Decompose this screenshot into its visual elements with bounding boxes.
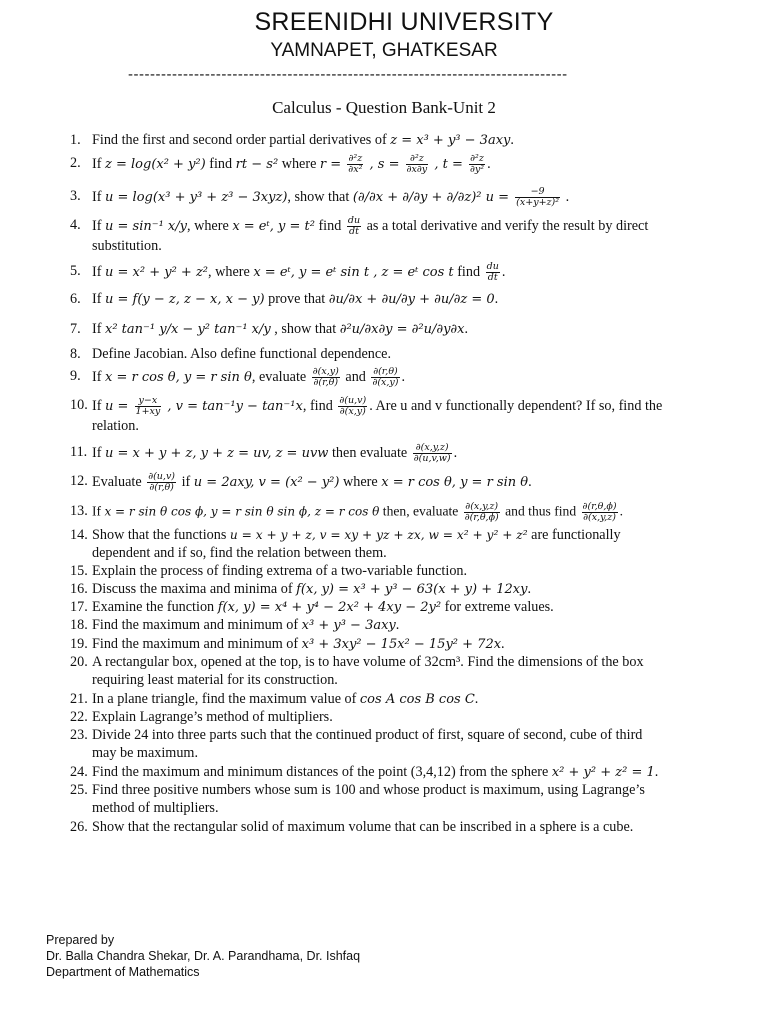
- text-run: requiring least material for its construction.: [92, 672, 338, 688]
- question-text: [92, 131, 732, 150]
- text-run: are functionally: [527, 527, 621, 543]
- text-run: If: [92, 397, 105, 414]
- location-text: YAMNAPET, GHATKESAR: [270, 40, 498, 61]
- question-text: [92, 580, 732, 599]
- footer: [46, 932, 360, 980]
- math-expression: x = r cos θ, y = r sin θ: [381, 474, 529, 490]
- text-run: .: [464, 321, 469, 337]
- question-text: [92, 443, 732, 464]
- fraction: [486, 262, 500, 283]
- math-expression: (∂/∂x + ∂/∂y + ∂/∂z)² u =: [352, 189, 514, 205]
- text-run: , where: [187, 217, 233, 234]
- math-expression: u = x + y + z, v = xy + yz + zx, w = x² + y² + z²: [229, 528, 528, 542]
- math-expression: x² + y² + z² = 1: [551, 765, 655, 780]
- text-run: If: [92, 503, 105, 519]
- fraction-denominator: ∂(x,y): [339, 406, 366, 417]
- question-number: 4.: [70, 217, 81, 233]
- question-text: [92, 526, 732, 562]
- fraction: [371, 367, 399, 388]
- fraction: [413, 443, 452, 464]
- math-expression: f(x, y) = x³ + y³ − 63(x + y) + 12xy: [296, 582, 528, 597]
- question-text: [92, 598, 732, 617]
- fraction-denominator: dt: [487, 272, 498, 283]
- text-run: , where: [208, 263, 254, 280]
- math-expression: x = eᵗ, y = t²: [232, 218, 315, 234]
- question-text: Define Jacobian. Also define functional dependence.: [92, 346, 392, 362]
- fraction-numerator: ∂(x,y): [312, 366, 339, 377]
- fraction-numerator: −9: [515, 187, 560, 198]
- question-number: 10.: [70, 397, 88, 413]
- text-run: , find: [302, 397, 337, 414]
- text-run: . Are u and v functionally dependent? If so, find the: [369, 397, 663, 414]
- question-text: [92, 502, 732, 523]
- question-number: 21.: [70, 691, 88, 707]
- text-run: Examine the function: [92, 599, 218, 615]
- text-run: .: [527, 581, 532, 597]
- text-run: .: [501, 263, 506, 280]
- question-number: 19.: [70, 636, 88, 652]
- math-expression: ∂u/∂x + ∂u/∂y + ∂u/∂z = 0: [328, 292, 495, 307]
- fraction-numerator: du: [347, 215, 361, 226]
- fraction: [347, 216, 361, 237]
- text-run: then evaluate: [328, 444, 411, 461]
- text-run: as a total derivative and verify the result by direct: [363, 217, 649, 234]
- question-text: [92, 781, 732, 817]
- text-run: find: [453, 263, 484, 280]
- math-expression: ∂²u/∂x∂y = ∂²u/∂y∂x: [339, 322, 465, 337]
- fraction-numerator: y−x: [135, 396, 162, 407]
- math-expression: x = eᵗ, y = eᵗ sin t , z = eᵗ cos t: [253, 264, 454, 280]
- text-run: Discuss the maxima and minima of: [92, 581, 297, 597]
- question-number: 6.: [70, 291, 81, 307]
- text-run: method of multipliers.: [92, 800, 219, 816]
- question-text: [92, 154, 732, 175]
- text-run: A rectangular box, opened at the top, is to have volume of 32cm³. Find the dimensions of the box: [92, 654, 644, 670]
- university-name: SREENIDHI UNIVERSITY: [254, 8, 554, 36]
- question-number: 13.: [70, 503, 88, 519]
- question-number: 9.: [70, 368, 81, 384]
- authors-line: Dr. Balla Chandra Shekar, Dr. A. Parandhama, Dr. Ishfaq: [46, 949, 361, 963]
- math-expression: x = r sin θ cos ϕ, y = r sin θ sin ϕ, z = r cos θ: [104, 504, 380, 519]
- question-text: [92, 396, 732, 435]
- question-number: 15.: [70, 563, 88, 579]
- text-run: .: [654, 764, 659, 780]
- text-run: for extreme values.: [441, 599, 554, 615]
- fraction: [464, 502, 500, 523]
- text-run: If: [92, 155, 105, 172]
- text-run: .: [401, 368, 406, 385]
- fraction-numerator: ∂(u,v): [148, 471, 176, 482]
- math-expression: x² tan⁻¹ y/x − y² tan⁻¹ x/y: [105, 322, 271, 337]
- text-run: find: [314, 217, 345, 234]
- text-run: .: [474, 691, 479, 707]
- question-number: 17.: [70, 599, 88, 615]
- question-text: Explain Lagrange’s method of multipliers.: [92, 709, 333, 725]
- question-text: [92, 763, 732, 782]
- text-run: Find the maximum and minimum of: [92, 617, 302, 633]
- math-expression: u = f(y − z, z − x, x − y): [105, 292, 265, 307]
- question-text: [92, 653, 732, 689]
- fraction-denominator: (x+y+z)²: [516, 197, 560, 208]
- question-number: 18.: [70, 617, 88, 633]
- separator-line: --------------------------------------------------------------------------------: [128, 66, 568, 83]
- question-number: 16.: [70, 581, 88, 597]
- text-run: .: [453, 444, 458, 461]
- question-number: 26.: [70, 819, 88, 835]
- question-text: [92, 367, 732, 388]
- text-run: If: [92, 321, 105, 337]
- text-run: .: [619, 503, 623, 519]
- question-number: 23.: [70, 727, 88, 743]
- math-expression: , v = tan⁻¹y − tan⁻¹x: [163, 398, 303, 414]
- text-run: If: [92, 368, 105, 385]
- math-expression: x = r cos θ, y = r sin θ: [105, 369, 252, 385]
- question-text: [92, 216, 732, 255]
- fraction-denominator: ∂(x,y): [372, 377, 399, 388]
- math-expression: u = 2axy, v = (x² − y²): [193, 474, 340, 490]
- text-run: and: [341, 368, 370, 385]
- fraction: [147, 472, 176, 493]
- math-expression: z = x³ + y³ − 3axy: [390, 133, 511, 148]
- fraction-numerator: ∂(r,θ,ϕ): [582, 501, 617, 512]
- text-run: .: [562, 188, 570, 205]
- question-number: 8.: [70, 346, 81, 362]
- text-run: then, evaluate: [379, 503, 462, 519]
- text-run: If: [92, 263, 105, 280]
- question-text: Explain the process of finding extrema of a two-variable function.: [92, 563, 468, 579]
- text-run: where: [339, 473, 382, 490]
- math-expression: x³ + 3xy² − 15x² − 15y² + 72x: [301, 637, 502, 652]
- math-expression: z = log(x² + y²): [105, 156, 206, 172]
- fraction-numerator: ∂²z: [348, 153, 363, 164]
- fraction-numerator: ∂(u,v): [339, 395, 367, 406]
- math-expression: x³ + y³ − 3axy: [301, 618, 396, 633]
- fraction-denominator: ∂x∂y: [406, 164, 428, 175]
- fraction-numerator: ∂²z: [470, 153, 484, 164]
- question-text: [92, 320, 732, 339]
- question-text: [92, 726, 732, 762]
- question-text: [92, 635, 732, 654]
- math-expression: f(x, y) = x⁴ + y⁴ − 2x² + 4xy − 2y²: [217, 600, 442, 615]
- text-run: If: [92, 444, 105, 461]
- text-run: Evaluate: [92, 473, 146, 490]
- text-run: Find the maximum and minimum distances of the point (3,4,12) from the sphere: [92, 764, 552, 780]
- fraction-denominator: ∂(r,θ,ϕ): [464, 512, 499, 523]
- text-run: Divide 24 into three parts such that the continued product of first, square of second, cube of third: [92, 727, 643, 743]
- math-expression: , s =: [365, 156, 404, 172]
- question-number: 2.: [70, 155, 81, 171]
- text-run: In a plane triangle, find the maximum value of: [92, 691, 360, 707]
- fraction-denominator: ∂y²: [469, 164, 485, 175]
- question-number: 12.: [70, 473, 88, 489]
- text-run: , show that: [270, 321, 340, 337]
- math-expression: u =: [105, 398, 133, 414]
- math-expression: u = sin⁻¹ x/y: [105, 218, 187, 234]
- question-number: 5.: [70, 263, 81, 279]
- fraction-numerator: ∂(x,y,z): [413, 443, 452, 454]
- fraction: [338, 396, 367, 417]
- text-run: relation.: [92, 418, 139, 434]
- text-run: .: [395, 617, 400, 633]
- fraction-denominator: ∂(r,θ): [149, 482, 174, 493]
- fraction-numerator: ∂(r,θ): [373, 366, 398, 377]
- text-run: and thus find: [501, 503, 580, 519]
- question-number: 1.: [70, 132, 81, 148]
- document-title: Calculus - Question Bank-Unit 2: [272, 98, 496, 117]
- text-run: Show that the functions: [92, 527, 230, 543]
- university-location: [0, 40, 768, 62]
- text-run: substitution.: [92, 238, 162, 254]
- text-run: If: [92, 188, 105, 205]
- fraction: [312, 367, 340, 388]
- question-number: 3.: [70, 188, 81, 204]
- math-expression: u = x + y + z, y + z = uv, z = uvw: [105, 445, 329, 461]
- question-text: Show that the rectangular solid of maximum volume that can be inscribed in a sphere is a cube.: [92, 819, 634, 835]
- question-number: 24.: [70, 764, 88, 780]
- prepared-by-label: Prepared by: [46, 933, 115, 947]
- fraction: [406, 154, 429, 175]
- question-number: 14.: [70, 527, 88, 543]
- text-run: if: [178, 473, 194, 490]
- fraction: [469, 154, 485, 175]
- text-run: , show that: [287, 188, 353, 205]
- text-run: .: [528, 473, 532, 490]
- text-run: .: [510, 132, 514, 148]
- fraction-denominator: 1+xy: [135, 406, 161, 417]
- fraction-numerator: du: [486, 261, 499, 272]
- text-run: Find the first and second order partial derivatives of: [92, 132, 391, 148]
- math-expression: rt − s²: [235, 156, 279, 172]
- question-number: 22.: [70, 709, 88, 725]
- math-expression: u = x² + y² + z²: [105, 264, 209, 280]
- math-expression: r =: [319, 156, 346, 172]
- fraction-numerator: ∂(x,y,z): [465, 501, 499, 512]
- fraction: [515, 187, 560, 208]
- text-run: If: [92, 217, 105, 234]
- text-run: .: [487, 155, 491, 172]
- fraction-denominator: dt: [349, 226, 359, 237]
- text-run: , evaluate: [251, 368, 310, 385]
- text-run: prove that: [264, 291, 329, 307]
- math-expression: , t =: [430, 156, 467, 172]
- text-run: .: [494, 291, 499, 307]
- text-run: may be maximum.: [92, 745, 198, 761]
- fraction-numerator: ∂²z: [406, 154, 429, 165]
- fraction-denominator: ∂(u,v,w): [413, 453, 451, 464]
- question-text: [92, 690, 732, 709]
- question-number: 11.: [70, 444, 88, 460]
- question-number: 7.: [70, 321, 81, 337]
- question-number: 20.: [70, 654, 88, 670]
- department-line: Department of Mathematics: [46, 965, 200, 979]
- text-run: where: [278, 155, 320, 172]
- question-text: [92, 290, 732, 309]
- text-run: .: [501, 636, 505, 652]
- fraction: [347, 154, 363, 175]
- question-number: 25.: [70, 782, 88, 798]
- math-expression: cos A cos B cos C: [359, 692, 475, 707]
- fraction-denominator: ∂(x,y,z): [583, 512, 616, 523]
- question-text: [92, 472, 732, 493]
- math-expression: u = log(x³ + y³ + z³ − 3xyz): [105, 189, 288, 205]
- fraction-denominator: ∂(r,θ): [313, 377, 339, 388]
- question-text: [92, 616, 732, 635]
- fraction: [135, 396, 162, 417]
- fraction-denominator: ∂x²: [348, 164, 363, 175]
- text-run: If: [92, 291, 105, 307]
- question-text: [92, 262, 732, 283]
- fraction: [582, 502, 618, 523]
- text-run: Find the maximum and minimum of: [92, 636, 302, 652]
- text-run: find: [205, 155, 236, 172]
- text-run: Find three positive numbers whose sum is 100 and whose product is maximum, using Lagrange’s: [92, 782, 645, 798]
- question-text: [92, 187, 732, 208]
- text-run: dependent and if so, find the relation between them.: [92, 545, 387, 561]
